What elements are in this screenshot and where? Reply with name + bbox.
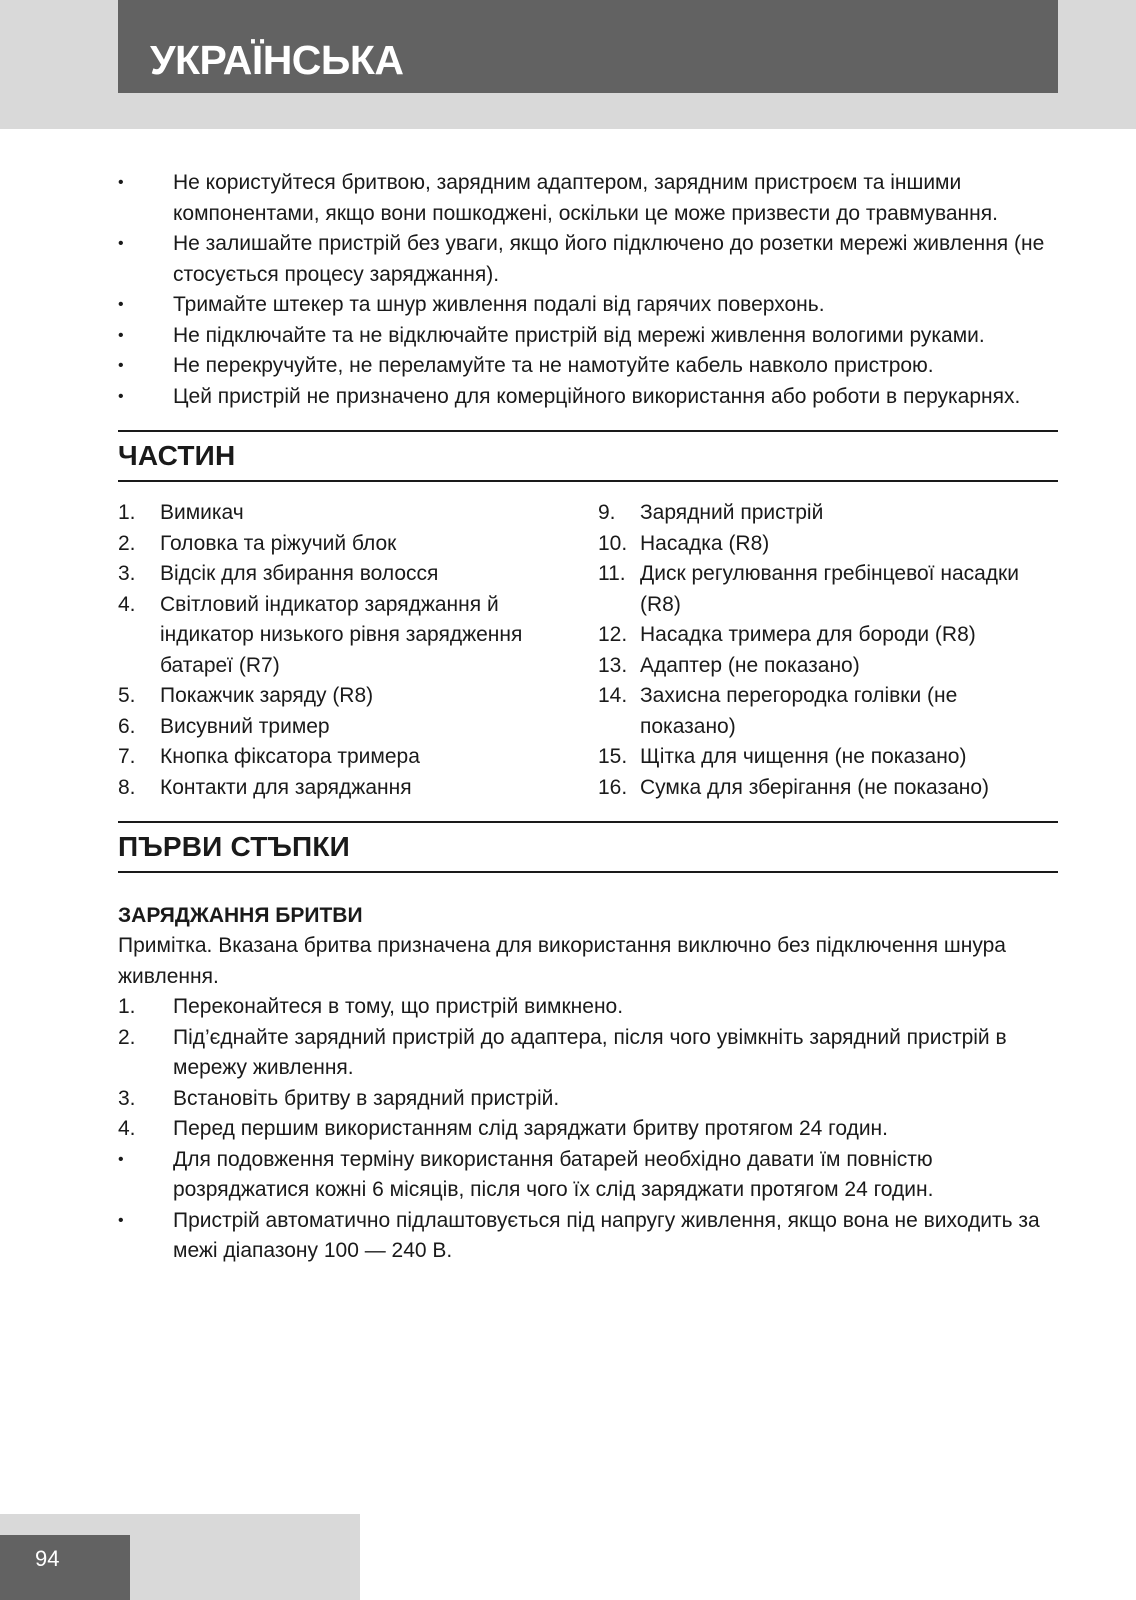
part-item: [598, 529, 1058, 560]
language-title: УКРАЇНСЬКА: [150, 37, 404, 83]
part-label: Головка та ріжучий блок: [160, 531, 397, 555]
part-number: 13.: [598, 653, 628, 677]
safety-item: [118, 229, 1058, 290]
bullet-icon: •: [118, 326, 124, 344]
charging-bullet: [118, 1206, 1058, 1267]
page-number-box: [0, 1535, 130, 1600]
part-label: Насадка (R8): [640, 531, 770, 555]
safety-item: [118, 168, 1058, 229]
bullet-icon: •: [118, 1211, 124, 1229]
safety-item: [118, 321, 1058, 352]
part-number: 11.: [598, 562, 626, 585]
part-label: Насадка тримера для бороди (R8): [640, 623, 976, 646]
parts-column-right: [598, 498, 1058, 803]
part-item: [598, 620, 1058, 651]
bullet-icon: •: [118, 296, 124, 313]
part-label: Висувний тример: [160, 714, 330, 738]
part-label: Світловий індикатор заряджання й індикатор низького рівня зарядження батареї (R7): [160, 592, 523, 677]
step-text: Встановіть бритву в зарядний пристрій.: [173, 1086, 560, 1110]
safety-item: [118, 290, 1058, 321]
bullet-icon: •: [118, 235, 124, 252]
safety-item: [118, 351, 1058, 382]
part-item: [118, 498, 598, 529]
part-item: [118, 529, 598, 560]
part-item: [598, 773, 1058, 804]
part-label: Вимикач: [160, 501, 244, 524]
charging-steps: [118, 992, 1058, 1145]
step-text: Переконайтеся в тому, що пристрій вимкнено.: [173, 995, 624, 1018]
part-label: Щітка для чищення (не показано): [640, 745, 967, 768]
part-number: 4.: [118, 592, 136, 616]
parts-section-title: ЧАСТИН: [118, 440, 236, 471]
step-item: [118, 992, 1058, 1023]
part-item: [118, 559, 598, 590]
charging-bullet-text: Для подовження терміну використання батарей необхідно давати їм повністю розряджатися кожні 6 місяців, після чого їх слід заряджати протягом 24 годин.: [173, 1147, 934, 1201]
step-number: 1.: [118, 995, 136, 1018]
part-number: 15.: [598, 745, 628, 768]
charging-bullet: [118, 1145, 1058, 1206]
step-number: 3.: [118, 1086, 136, 1110]
part-number: 1.: [118, 501, 136, 524]
part-number: 5.: [118, 684, 136, 707]
part-item: [598, 559, 1058, 620]
part-label: Зарядний пристрій: [640, 501, 824, 524]
safety-item-text: Не залишайте пристрій без уваги, якщо його підключено до розетки мережі живлення (не стосується процесу заряджання).: [173, 232, 1045, 286]
part-item: [118, 590, 598, 682]
part-item: [598, 681, 1058, 742]
step-number: 4.: [118, 1117, 136, 1140]
safety-item-text: Не перекручуйте, не переламуйте та не намотуйте кабель навколо пристрою.: [173, 354, 934, 377]
part-item: [118, 712, 598, 743]
part-number: 10.: [598, 531, 628, 555]
safety-list: [118, 168, 1058, 412]
safety-item-text: Тримайте штекер та шнур живлення подалі від гарячих поверхонь.: [173, 293, 825, 316]
part-label: Покажчик заряду (R8): [160, 684, 374, 707]
part-number: 9.: [598, 501, 616, 524]
part-number: 14.: [598, 684, 628, 707]
part-label: Диск регулювання гребінцевої насадки (R8): [640, 562, 1019, 616]
section-divider: [118, 871, 1058, 873]
step-item: [118, 1023, 1058, 1084]
step-item: [118, 1114, 1058, 1145]
parts-column-left: [118, 498, 598, 803]
step-text: Перед першим використанням слід заряджати бритву протягом 24 годин.: [173, 1117, 888, 1140]
charging-notes-list: [118, 1145, 1058, 1267]
part-label: Контакти для заряджання: [160, 775, 412, 799]
part-item: [118, 681, 598, 712]
part-number: 6.: [118, 714, 136, 738]
step-text: Під’єднайте зарядний пристрій до адаптера, після чого увімкніть зарядний пристрій в мережу живлення.: [173, 1025, 1007, 1079]
charging-subheading: ЗАРЯДЖАННЯ БРИТВИ: [118, 904, 363, 927]
bullet-icon: •: [118, 357, 124, 374]
step-number: 2.: [118, 1025, 136, 1049]
parts-list: [118, 498, 1058, 803]
part-number: 2.: [118, 531, 136, 555]
part-item: [118, 773, 598, 804]
charging-note: Примітка. Вказана бритва призначена для використання виключно без підключення шнура живлення.: [118, 934, 1006, 988]
bullet-icon: •: [118, 174, 124, 191]
page-content: [118, 168, 1058, 1267]
safety-item: [118, 382, 1058, 413]
part-label: Захисна перегородка голівки (не показано): [640, 684, 958, 738]
bullet-icon: •: [118, 1150, 124, 1168]
charging-bullet-text: Пристрій автоматично підлаштовується під напругу живлення, якщо вона не виходить за межі діапазону 100 — 240 В.: [173, 1208, 1040, 1262]
safety-item-text: Цей пристрій не призначено для комерційного використання або роботи в перукарнях.: [173, 384, 1021, 408]
part-label: Кнопка фіксатора тримера: [160, 745, 420, 768]
safety-item-text: Не підключайте та не відключайте пристрій від мережі живлення вологими руками.: [173, 323, 985, 347]
getting-started-title: ПЪРВИ СТЪПКИ: [118, 831, 350, 862]
part-number: 3.: [118, 562, 136, 585]
part-number: 12.: [598, 623, 628, 646]
safety-item-text: Не користуйтеся бритвою, зарядним адаптером, зарядним пристроєм та іншими компонентами, якщо вони пошкоджені, оскільки це може призвести до травмування.: [173, 171, 998, 225]
part-label: Адаптер (не показано): [640, 653, 860, 677]
page-number: 94: [35, 1546, 60, 1571]
part-number: 8.: [118, 775, 136, 799]
part-label: Відсік для збирання волосся: [160, 562, 439, 585]
part-number: 7.: [118, 745, 136, 768]
part-item: [118, 742, 598, 773]
step-item: [118, 1084, 1058, 1115]
part-number: 16.: [598, 775, 628, 799]
part-label: Сумка для зберігання (не показано): [640, 775, 990, 799]
part-item: [598, 742, 1058, 773]
bullet-icon: •: [118, 387, 124, 405]
part-item: [598, 498, 1058, 529]
part-item: [598, 651, 1058, 682]
section-divider: [118, 480, 1058, 482]
